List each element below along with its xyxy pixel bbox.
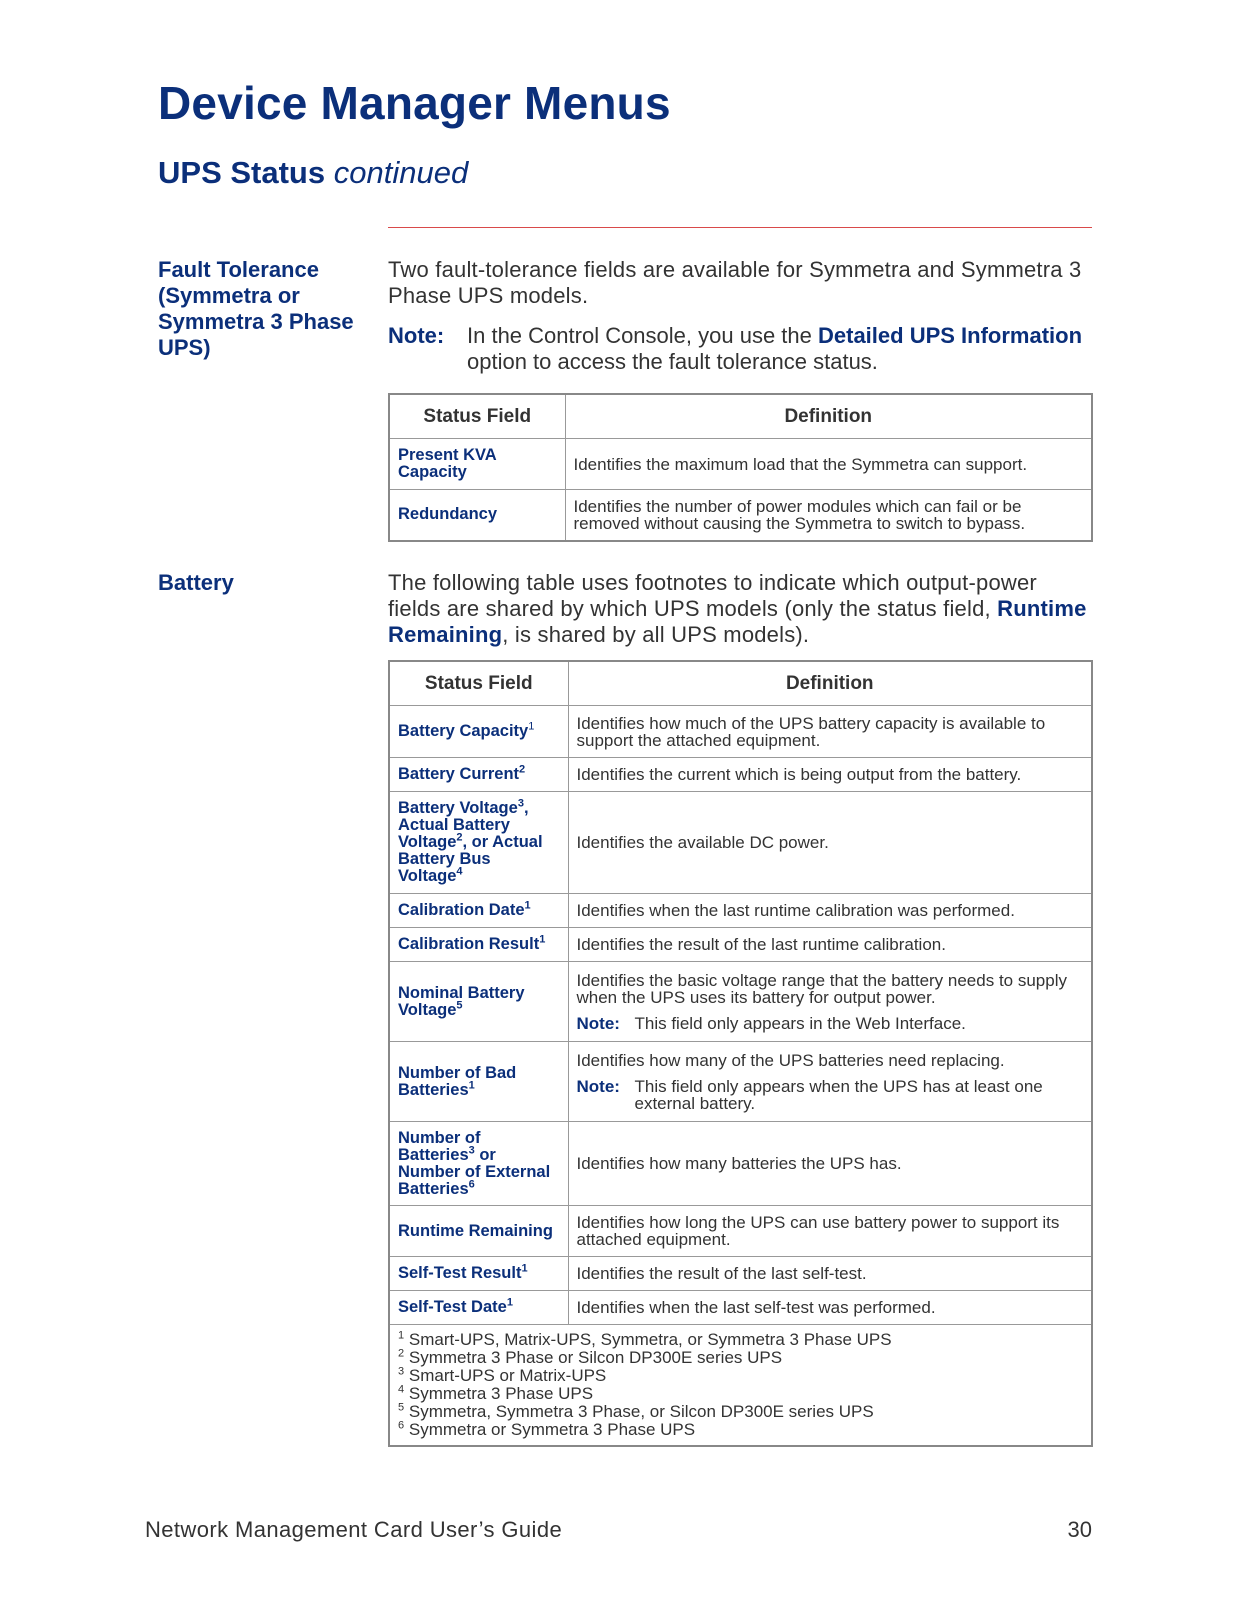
- col-header-field: Status Field: [389, 661, 568, 706]
- status-field-cell: [389, 792, 568, 894]
- footnote-ref: 5: [456, 999, 463, 1011]
- subtitle-main: UPS Status: [158, 155, 326, 190]
- footnote-text: Symmetra or Symmetra 3 Phase UPS: [408, 1420, 696, 1439]
- footnote-text: Symmetra 3 Phase or Silcon DP300E series UPS: [408, 1348, 783, 1367]
- definition-cell: [568, 962, 1092, 1042]
- fault-tolerance-table: [388, 393, 1093, 542]
- status-field-cell: [389, 1122, 568, 1206]
- table-row: [389, 928, 1092, 962]
- footnote-text: Smart-UPS or Matrix-UPS: [408, 1366, 607, 1385]
- fault-tolerance-intro: Two fault-tolerance fields are available for Symmetra and Symmetra 3 Phase UPS models.: [388, 257, 1082, 308]
- page-number: 30: [1067, 1517, 1092, 1542]
- footnote: [398, 1421, 1083, 1439]
- definition-cell: Identifies how long the UPS can use battery power to support its attached equipment.: [568, 1206, 1092, 1257]
- status-field-cell: [389, 962, 568, 1042]
- footnote: [398, 1385, 1083, 1403]
- table-row: [389, 758, 1092, 792]
- definition-cell: Identifies the number of power modules which can fail or be removed without causing the Symmetra to switch to bypass.: [565, 490, 1092, 541]
- footnotes-cell: [389, 1325, 1092, 1447]
- table-row: [389, 894, 1092, 928]
- field-name: , or Actual Battery Bus Voltage: [398, 833, 543, 885]
- definition-cell: Identifies the available DC power.: [568, 792, 1092, 894]
- field-name: Self-Test Result: [398, 1264, 522, 1282]
- footnote: [398, 1403, 1083, 1421]
- table-header-row: [389, 394, 1092, 439]
- field-name: or Number of External Batteries: [398, 1145, 551, 1198]
- footnotes-row: [389, 1325, 1092, 1447]
- field-name: Number of Bad Batteries: [398, 1063, 517, 1099]
- footnote-ref: 3: [517, 797, 524, 810]
- note-text: This field only appears when the UPS has at least one external battery.: [634, 1076, 1043, 1113]
- table-row: [389, 1291, 1092, 1325]
- cell-note: [577, 1078, 1084, 1112]
- note-text-post: option to access the fault tolerance status.: [467, 349, 878, 374]
- footnote-number: 3: [398, 1365, 405, 1378]
- footer-guide-title: Network Management Card User’s Guide: [145, 1517, 563, 1542]
- footnote-number: 4: [398, 1383, 405, 1396]
- footnote-text: Symmetra 3 Phase UPS: [408, 1384, 594, 1403]
- subtitle-continued: continued: [333, 155, 469, 190]
- field-name: Calibration Date: [398, 901, 525, 919]
- status-field-cell: Redundancy: [389, 490, 565, 541]
- status-field-cell: Runtime Remaining: [389, 1206, 568, 1257]
- footnote-ref: 4: [456, 865, 463, 878]
- fault-tolerance-note: [388, 323, 1092, 375]
- table-row: [389, 1257, 1092, 1291]
- footnote-ref: 1: [539, 933, 546, 946]
- footnote-number: 5: [398, 1401, 405, 1414]
- definition-text: Identifies the basic voltage range that the battery needs to supply when the UPS uses its battery for output power.: [576, 970, 1067, 1007]
- footnote-ref: 2: [519, 763, 526, 776]
- table-header-row: [389, 661, 1092, 706]
- field-name: Nominal Battery Voltage: [398, 983, 525, 1019]
- footnote-text: Smart-UPS, Matrix-UPS, Symmetra, or Symmetra 3 Phase UPS: [408, 1330, 892, 1349]
- table-row: [389, 792, 1092, 894]
- field-name: , Actual Battery Voltage: [398, 799, 529, 851]
- footnote-number: 6: [398, 1419, 405, 1432]
- definition-cell: Identifies the result of the last self-test.: [568, 1257, 1092, 1291]
- status-field-cell: [389, 758, 568, 792]
- footnote-ref: 1: [468, 1079, 475, 1091]
- footnote-text: Symmetra, Symmetra 3 Phase, or Silcon DP300E series UPS: [408, 1402, 874, 1421]
- definition-cell: Identifies the maximum load that the Symmetra can support.: [565, 439, 1092, 490]
- definition-cell: Identifies how many batteries the UPS has.: [568, 1122, 1092, 1206]
- note-text-pre: In the Control Console, you use the: [467, 323, 818, 348]
- footnote-ref: 6: [468, 1178, 475, 1190]
- footnote: [398, 1331, 1083, 1349]
- table-row: [389, 962, 1092, 1042]
- battery-table: [388, 660, 1093, 1447]
- table-row: [389, 1122, 1092, 1206]
- status-field-cell: [389, 894, 568, 928]
- definition-cell: Identifies how much of the UPS battery capacity is available to support the attached equipment.: [568, 706, 1092, 758]
- col-header-definition: Definition: [568, 661, 1092, 706]
- status-field-cell: [389, 1042, 568, 1122]
- footnote-number: 1: [398, 1329, 405, 1342]
- note-label: Note:: [576, 1013, 620, 1033]
- definition-text: Identifies how many of the UPS batteries need replacing.: [576, 1050, 1005, 1070]
- battery-intro-post: , is shared by all UPS models).: [502, 622, 810, 647]
- page-title: Device Manager Menus: [158, 77, 671, 129]
- note-label: Note:: [576, 1076, 620, 1096]
- definition-cell: [568, 1042, 1092, 1122]
- footnote-number: 2: [398, 1347, 405, 1360]
- footnote-ref: 1: [521, 1262, 528, 1275]
- footnote-ref: 2: [456, 831, 463, 844]
- definition-cell: Identifies when the last self-test was performed.: [568, 1291, 1092, 1325]
- status-field-cell: Present KVA Capacity: [389, 439, 565, 490]
- field-name: Battery Current: [398, 765, 520, 783]
- status-field-cell: [389, 928, 568, 962]
- fault-tolerance-heading: Fault Tolerance (Symmetra or Symmetra 3 Phase UPS): [158, 257, 354, 360]
- battery-intro-pre: The following table uses footnotes to indicate which output-power fields are shared by which UPS models (only the status field,: [388, 570, 1037, 621]
- field-name: Number of Batteries: [398, 1128, 481, 1164]
- table-row: [389, 439, 1092, 490]
- note-text: [467, 323, 1092, 375]
- field-name: Self-Test Date: [398, 1298, 507, 1316]
- section-subtitle: [158, 155, 468, 191]
- section-divider: [388, 227, 1092, 228]
- note-text-bold: Detailed UPS Information: [818, 323, 1083, 348]
- note-label: Note:: [388, 323, 445, 348]
- status-field-cell: [389, 706, 568, 758]
- footnote-ref: 3: [468, 1144, 475, 1156]
- footnote-ref: 1: [528, 720, 535, 733]
- field-name: Battery Capacity: [398, 722, 529, 740]
- footnote-ref: 1: [506, 1296, 513, 1309]
- col-header-definition: Definition: [565, 394, 1092, 439]
- field-name: Calibration Result: [398, 935, 540, 953]
- footnote: [398, 1367, 1083, 1385]
- col-header-field: Status Field: [389, 394, 565, 439]
- battery-heading: Battery: [158, 570, 234, 595]
- status-field-cell: [389, 1257, 568, 1291]
- battery-intro: [388, 570, 1092, 648]
- table-row: [389, 706, 1092, 758]
- table-row: [389, 1206, 1092, 1257]
- definition-cell: Identifies the result of the last runtime calibration.: [568, 928, 1092, 962]
- status-field-cell: [389, 1291, 568, 1325]
- definition-cell: Identifies when the last runtime calibration was performed.: [568, 894, 1092, 928]
- table-row: [389, 1042, 1092, 1122]
- footnote-ref: 1: [524, 899, 531, 912]
- note-text: This field only appears in the Web Interface.: [634, 1013, 966, 1033]
- footnote: [398, 1349, 1083, 1367]
- cell-note: [577, 1015, 1084, 1032]
- field-name: Battery Voltage: [398, 799, 518, 817]
- definition-cell: Identifies the current which is being output from the battery.: [568, 758, 1092, 792]
- table-row: [389, 490, 1092, 541]
- battery-intro-bold: Runtime Remaining: [388, 596, 1087, 647]
